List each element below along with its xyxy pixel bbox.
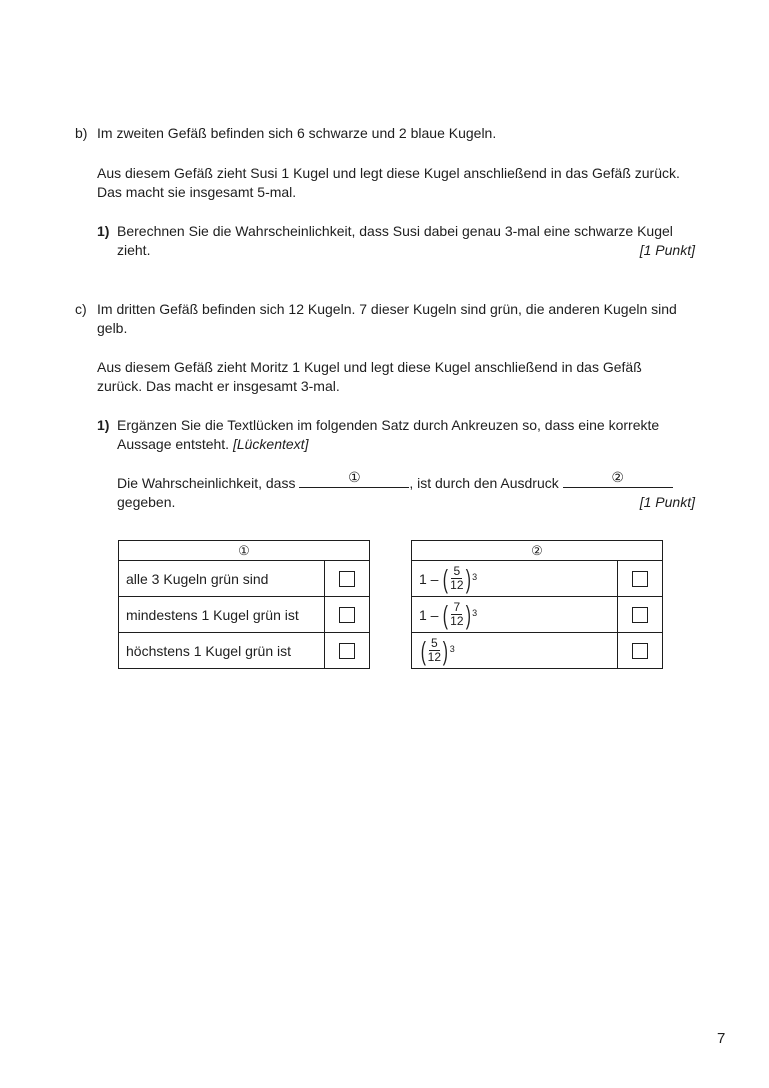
option-2-3-expression: ( $\frac{5}{12}$ ) 3 <box>412 633 618 669</box>
gap-2-marker: ② <box>611 469 624 485</box>
gap-sentence <box>117 469 673 493</box>
option-1-1-label: alle 3 Kugeln grün sind <box>119 561 325 597</box>
part-c-para-line1: Aus diesem Gefäß zieht Moritz 1 Kugel und legt diese Kugel anschließend in das Gefäß <box>97 359 642 375</box>
part-c-label: c) <box>75 301 87 317</box>
option-2-1-expression: 1 – ( $\frac{5}{12}$ ) 3 <box>412 561 618 597</box>
gap-1-marker: ① <box>348 469 361 485</box>
option-2-2-prefix: 1 – <box>419 606 439 623</box>
option-2-3-checkbox[interactable] <box>632 643 648 659</box>
table-row <box>412 597 663 633</box>
option-2-1-numerator: 5 <box>453 564 461 578</box>
option-1-1-checkbox[interactable] <box>339 571 355 587</box>
part-b-intro: Im zweiten Gefäß befinden sich 6 schwarze und 2 blaue Kugeln. <box>97 125 497 141</box>
option-2-1-checkbox[interactable] <box>632 571 648 587</box>
option-2-1-denominator: 12 <box>450 578 464 592</box>
part-c-para-line2: zurück. Das macht er insgesamt 3-mal. <box>97 378 340 394</box>
page-number: 7 <box>717 1030 726 1047</box>
part-c-intro-line2: gelb. <box>97 320 128 336</box>
option-2-1-exponent: 3 <box>472 571 478 582</box>
option-2-2-denominator: 12 <box>450 614 464 628</box>
table-row <box>119 597 370 633</box>
table-2-header: ② <box>412 541 663 561</box>
option-1-3-checkbox[interactable] <box>339 643 355 659</box>
part-c-task1-number: 1) <box>97 417 110 433</box>
gap-1 <box>299 469 409 488</box>
part-c-intro-line1: Im dritten Gefäß befinden sich 12 Kugeln. 7 dieser Kugeln sind grün, die anderen Kugeln sind <box>97 301 677 317</box>
gap-sentence-part1: Die Wahrscheinlichkeit, dass <box>117 475 296 491</box>
table-row <box>412 561 663 597</box>
table-1-header: ① <box>119 541 370 561</box>
option-1-2-label: mindestens 1 Kugel grün ist <box>119 597 325 633</box>
table-row <box>119 633 370 669</box>
options-table-1 <box>118 540 370 669</box>
part-c-task1-line2 <box>117 434 308 454</box>
option-2-2-numerator: 7 <box>453 600 461 614</box>
option-2-3-numerator: 5 <box>431 636 438 650</box>
gap-2 <box>563 469 673 488</box>
part-b-task1-number: 1) <box>97 223 110 239</box>
option-2-3-exponent: 3 <box>449 643 455 654</box>
task1-line2-text: Aussage entsteht. <box>117 436 230 452</box>
part-b-task1-line1: Berechnen Sie die Wahrscheinlichkeit, dass Susi dabei genau 3-mal eine schwarze Kugel <box>117 223 673 239</box>
part-b-para-line2: Das macht sie insgesamt 5-mal. <box>97 184 297 200</box>
option-2-2-expression: 1 – ( $\frac{7}{12}$ ) 3 <box>412 597 618 633</box>
option-2-2-checkbox[interactable] <box>632 607 648 623</box>
gap-sentence-part2: , ist durch den Ausdruck <box>409 475 559 491</box>
gap-sentence-line2: gegeben. <box>117 494 176 510</box>
part-b-task1-line2: zieht. <box>117 242 151 258</box>
option-1-2-checkbox[interactable] <box>339 607 355 623</box>
gap-text-tag: [Lückentext] <box>232 436 309 452</box>
part-b-label: b) <box>75 125 88 141</box>
part-b-task1-points: [1 Punkt] <box>639 242 695 258</box>
part-b-para-line1: Aus diesem Gefäß zieht Susi 1 Kugel und legt diese Kugel anschließend in das Gefäß zurück. <box>97 165 680 181</box>
option-1-3-label: höchstens 1 Kugel grün ist <box>119 633 325 669</box>
option-2-2-exponent: 3 <box>472 607 478 618</box>
table-row <box>412 633 663 669</box>
options-table-2 <box>411 540 663 669</box>
part-c-task1-line1: Ergänzen Sie die Textlücken im folgenden Satz durch Ankreuzen so, dass eine korrekte <box>117 417 660 433</box>
table-row <box>119 561 370 597</box>
part-c-task1-points: [1 Punkt] <box>639 494 695 510</box>
option-2-3-denominator: 12 <box>427 650 442 664</box>
option-2-1-prefix: 1 – <box>419 570 439 587</box>
